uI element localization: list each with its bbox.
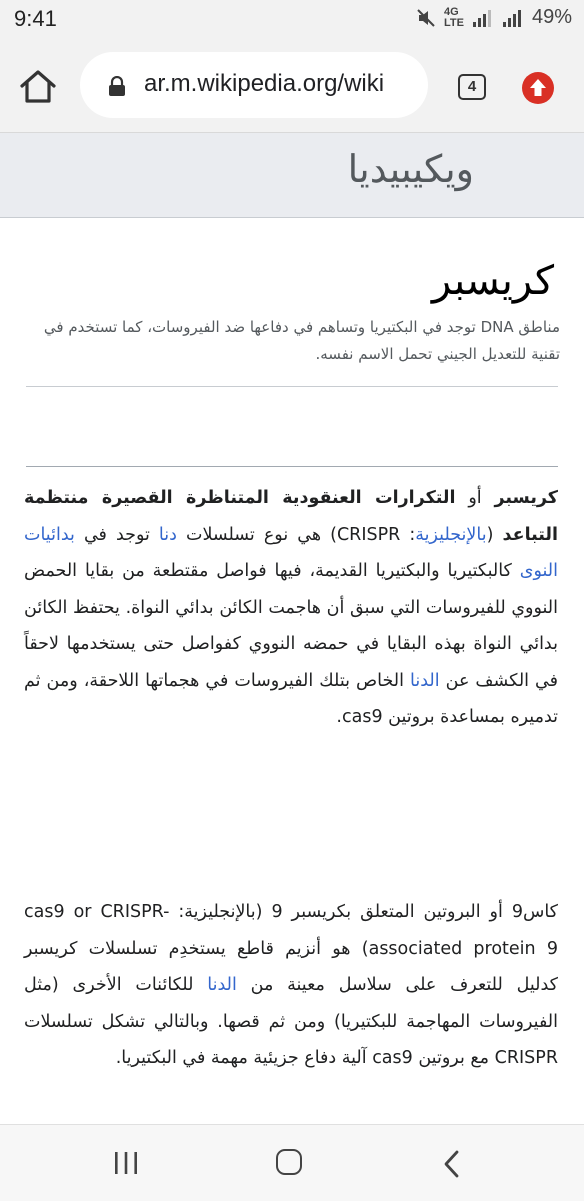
home-icon[interactable] xyxy=(18,68,58,104)
bold-term: كريسبر xyxy=(494,488,558,508)
url-text[interactable]: ar.m.wikipedia.org/wiki xyxy=(144,70,385,97)
network-type-icon xyxy=(444,7,464,29)
section-divider xyxy=(26,466,558,467)
wikipedia-logo[interactable]: ويكيبيديا xyxy=(347,147,474,191)
text-span: ( xyxy=(486,524,503,545)
bold-term-full: التكرارات العنقودية المتناظرة القصيرة منتظمة التباعد xyxy=(24,488,558,545)
back-icon[interactable] xyxy=(440,1150,464,1178)
signal-2-icon xyxy=(502,8,524,28)
link-dna[interactable]: دنا xyxy=(158,524,177,545)
status-bar xyxy=(0,0,584,40)
page-title: كريسبر xyxy=(431,258,554,304)
tab-switcher-button[interactable]: 4 xyxy=(458,74,486,100)
status-icons xyxy=(416,6,572,29)
text-span: كاس9 أو البروتين المتعلق بكريسبر 9 (بالإنجليزية: cas9 or CRISPR-associated protein 9) هو أنزيم قاطع يستخدِم تسلسلات كريسبر كدليل للتعرف على سلاسل معينة من xyxy=(24,902,559,995)
lock-icon xyxy=(108,76,126,96)
cas9-paragraph xyxy=(24,894,558,1077)
text-span: توجد في xyxy=(74,524,159,545)
battery-percent: 49% xyxy=(531,6,572,28)
text-span: الخاص بتلك الفيروسات في هجماتها اللاحقة، ومن ثم تدميره بمساعدة بروتين cas9. xyxy=(24,670,558,727)
title-divider xyxy=(26,386,558,387)
link-english[interactable]: بالإنجليزية xyxy=(415,524,487,545)
link-prokaryotes[interactable]: بدائيات النوى xyxy=(24,524,558,581)
text-span: أو xyxy=(455,488,495,508)
text-span: للكائنات الأخرى (مثل الفيروسات المهاجمة للبكتيريا) ومن ثم قصها. وبالتالي تشكل تسلسلات CRISPR مع بروتين cas9 آلية دفاع جزيئية مهمة في البكتيريا. xyxy=(24,975,558,1068)
system-nav-bar xyxy=(0,1124,584,1201)
recent-apps-icon[interactable] xyxy=(112,1151,140,1175)
link-the-dna[interactable]: الدنا xyxy=(410,670,440,691)
wiki-header xyxy=(0,133,584,218)
text-span: : CRISPR) هي نوع تسلسلات xyxy=(176,524,416,545)
article-content xyxy=(0,218,584,1124)
link-the-dna-2[interactable]: الدنا xyxy=(207,975,237,995)
intro-paragraph xyxy=(24,480,558,736)
network-lte-label: LTE xyxy=(444,16,464,29)
browser-toolbar xyxy=(0,40,584,133)
address-bar[interactable] xyxy=(80,52,428,118)
arrow-up-icon xyxy=(522,72,554,104)
text-span: كالبكتيريا والبكتيريا القديمة، فيها فواصل مقتطعة من بقايا الحمض النووي للفيروسات التي سبق أن هاجمت الكائن بدائي النواة. يحتفظ الكائن بدائي النواة بهذه البقايا في حمضه النووي كفواصل حتى يستخدمها لاحقاً في الكشف عن xyxy=(24,561,558,691)
network-type-label: 4G xyxy=(444,5,459,18)
page-description: مناطق DNA توجد في البكتيريا وتساهم في دفاعها ضد الفيروسات، كما تستخدم في تقنية للتعديل الجيني تحمل الاسم نفسه. xyxy=(43,318,560,363)
mute-icon xyxy=(416,8,436,28)
status-time: 9:41 xyxy=(14,6,57,31)
update-button[interactable] xyxy=(522,72,554,104)
home-nav-icon[interactable] xyxy=(276,1149,302,1175)
signal-icon xyxy=(472,8,494,28)
